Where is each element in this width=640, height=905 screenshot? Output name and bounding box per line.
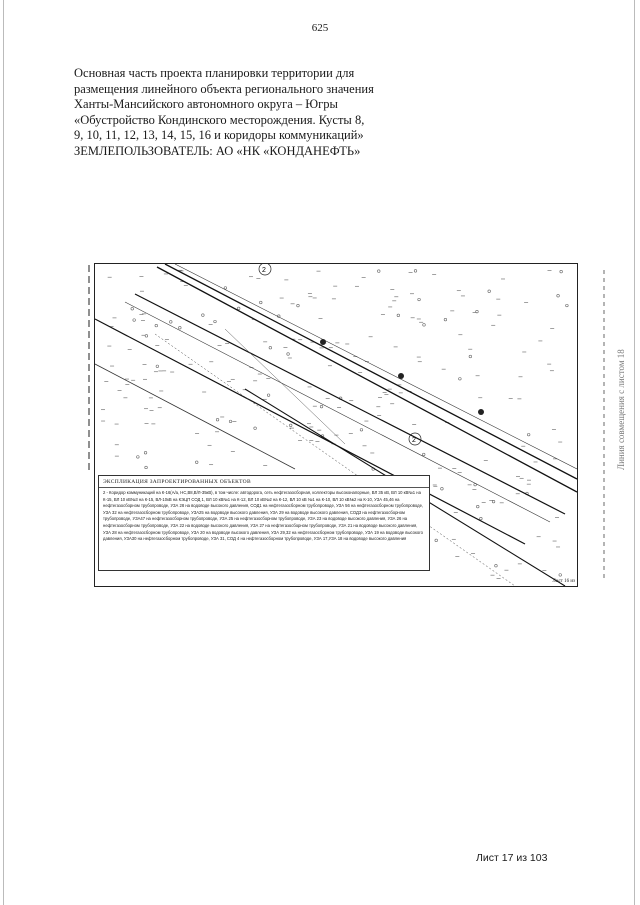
boundary-line bbox=[225, 329, 345, 444]
survey-point bbox=[459, 377, 462, 380]
survey-point bbox=[237, 307, 240, 310]
survey-point bbox=[145, 335, 148, 338]
survey-point bbox=[488, 290, 491, 293]
survey-point bbox=[435, 539, 438, 542]
survey-point bbox=[422, 453, 425, 456]
legend-box bbox=[98, 475, 430, 571]
survey-point bbox=[137, 456, 140, 459]
survey-point bbox=[156, 365, 159, 368]
survey-point bbox=[169, 321, 172, 324]
header-line: размещения линейного объекта регионального значения bbox=[74, 81, 374, 96]
survey-point bbox=[259, 301, 262, 304]
survey-point bbox=[476, 505, 479, 508]
header-line: Ханты-Мансийского автономного округа – Югры bbox=[74, 97, 338, 112]
survey-point bbox=[155, 324, 158, 327]
survey-point bbox=[397, 314, 400, 317]
header-line: ЗЕМЛЕПОЛЬЗОВАТЕЛЬ: АО «НК «КОНДАНЕФТЬ» bbox=[74, 143, 361, 158]
survey-point bbox=[492, 500, 495, 503]
survey-point bbox=[269, 346, 272, 349]
sheet-corner-label: Лист 16 из bbox=[552, 579, 575, 584]
node-marker bbox=[320, 339, 326, 345]
survey-point bbox=[360, 429, 363, 432]
survey-point bbox=[527, 433, 530, 436]
survey-point bbox=[179, 326, 182, 329]
survey-point bbox=[476, 310, 479, 313]
node-marker bbox=[398, 373, 404, 379]
survey-point bbox=[267, 394, 270, 397]
survey-point bbox=[444, 318, 447, 321]
survey-point bbox=[145, 466, 148, 469]
survey-point bbox=[254, 427, 257, 430]
map-label: 2 bbox=[262, 267, 266, 274]
survey-point bbox=[195, 461, 198, 464]
survey-point bbox=[423, 324, 426, 327]
header-line: «Обустройство Кондинского месторождения. Кусты 8, bbox=[74, 112, 365, 127]
page-number: 625 bbox=[311, 22, 329, 34]
survey-point bbox=[133, 319, 136, 322]
corridor-line bbox=[95, 364, 295, 469]
survey-point bbox=[320, 405, 323, 408]
survey-point bbox=[560, 270, 563, 273]
survey-point bbox=[495, 564, 498, 567]
legend-text: 2 - Коридор коммуникаций на К-16(А/а, НС,В8,В/Л-35кВ), в том числе: автодорога, сеть нефтегазосборная, коллекторы высоконапорные, ВЛ 35 кВ, ВЛ 10 кВ№1 на К-15, ВЛ 10 кВ№3 на К-15, ВЛ-10кВ на КЭЦП СОД 1, ВЛ 10 кВ№1 на К-12, ВЛ 10 кВ№2 на К-12, ВЛ 10 кВ №1 на К-10, ВЛ 10 кВ№2 на К-10, УЗА 45,46 на нефтегазосборном трубопроводе, УЗА 28 на водоводе высокого давления, СОД1 на нефтегазосборном трубопроводе, УЗА 56 на нефтегазосборном трубопроводе, УЗА 32 на нефтегазосборном трубопроводе, УЗА25 на водоводе высокого давления, УЗА 29 на водоводе высокого давления, СОД3 на нефтегазосборном трубопроводе, УЗА47 на нефтегазосборном трубопроводе, УЗА 25 на нефтегазосборном трубопроводе, УЗА 23 на водоводе высокого давления, УЗА 26 на нефтегазосборном трубопроводе, УЗА 22 на водоводе высокого давления, УЗА 27 на нефтегазосборном трубопроводе, УЗА 21 на водоводе высокого давления, УЗА 28 на нефтегазосборном трубопроводе, УЗА 20 на водоводе высокого давления, УЗА 29,32 на нефтегазосборном трубопроводе, УЗА 19 на водоводе высокого давления, УЗА30 на нефтегазосборном трубопроводе, УЗА 31, СОД 4 на нефтегазосборном трубопроводе, УЗА 17,УЗА 18 на водоводе высокого давления bbox=[103, 490, 424, 542]
survey-point bbox=[229, 420, 232, 423]
survey-point bbox=[289, 424, 292, 427]
corridor-line bbox=[175, 264, 577, 469]
survey-point bbox=[469, 355, 472, 358]
survey-point bbox=[214, 320, 217, 323]
map-label: 2 bbox=[412, 437, 416, 444]
match-line-label-right: Линия совмещения с листом 18 bbox=[616, 349, 626, 470]
sheet-number: Лист 17 из 103 bbox=[476, 852, 548, 864]
survey-point bbox=[480, 517, 483, 520]
survey-point bbox=[566, 304, 569, 307]
survey-point bbox=[414, 270, 417, 273]
survey-point bbox=[297, 304, 300, 307]
header-line: Основная часть проекта планировки территории для bbox=[74, 66, 355, 80]
survey-point bbox=[131, 307, 134, 310]
survey-point bbox=[224, 287, 227, 290]
survey-point bbox=[144, 451, 147, 454]
corridor-line bbox=[157, 267, 577, 492]
corridor-line bbox=[165, 264, 577, 479]
survey-point bbox=[377, 270, 380, 273]
survey-point bbox=[441, 487, 444, 490]
survey-point bbox=[216, 418, 219, 421]
legend-title: ЭКСПЛИКАЦИЯ ЗАПРОЕКТИРОВАННЫХ ОБЪЕКТОВ bbox=[99, 476, 429, 488]
survey-point bbox=[418, 298, 421, 301]
survey-point bbox=[287, 353, 290, 356]
survey-point bbox=[559, 574, 562, 577]
survey-point bbox=[557, 294, 560, 297]
survey-point bbox=[202, 314, 205, 317]
header-line: 9, 10, 11, 12, 13, 14, 15, 16 и коридоры коммуникаций» bbox=[74, 128, 364, 143]
node-marker bbox=[478, 409, 484, 415]
